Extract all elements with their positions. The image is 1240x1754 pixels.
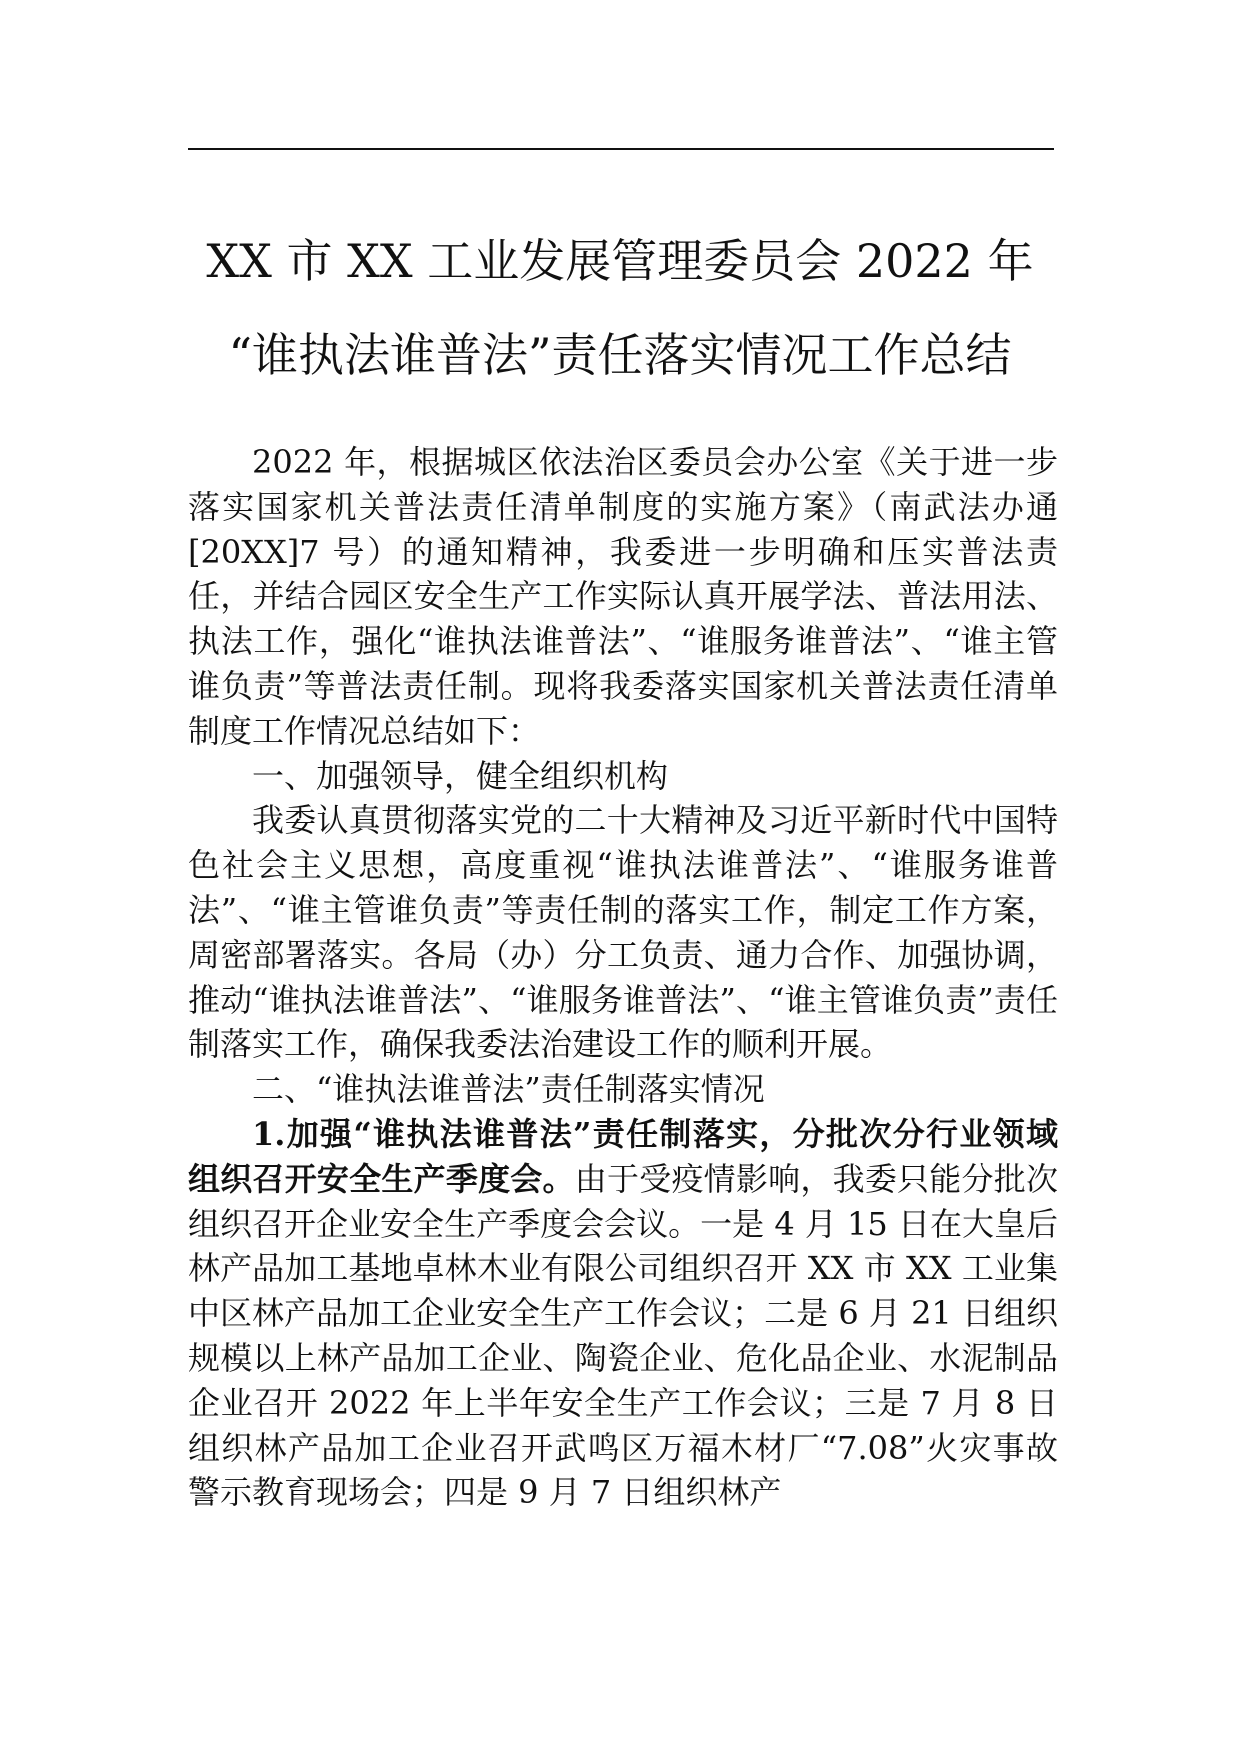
section-1-heading: 一、加强领导，健全组织机构 (252, 756, 669, 795)
item-1-lead: 1.加强“谁执法谁普法”责任制落实，分批次分行业领域组织召开安全生产季度会。 (188, 1114, 1058, 1198)
section-1-paragraph: 我委认真贯彻落实党的二十大精神及习近平新时代中国特色社会主义思想，高度重视“谁执法谁普法”、“谁服务谁普法”、“谁主管谁负责”等责任制的落实工作，制定工作方案，周密部署落实。各局（办）分工负责、通力合作、加强协调，推动“谁执法谁普法”、“谁服务谁普法”、“谁主管谁负责”责任制落实工作，确保我委法治建设工作的顺利开展。 (188, 801, 1058, 1064)
document-title-line-1: XX 市 XX 工业发展管理委员会 2022 年 (206, 234, 1034, 288)
item-1-paragraph (188, 1112, 1058, 1515)
item-1-text: 由于受疫情影响，我委只能分批次组织召开企业安全生产季度会会议。一是 4 月 15 日在大皇后林产品加工基地卓林木业有限公司组织召开 XX 市 XX 工业集中区林产品加工企业安全生产工作会议；二是 6 月 21 日组织规模以上林产品加工企业、陶瓷企业、危化品企业、水泥制品企业召开 2022 年上半年安全生产工作会议；三是 7 月 8 日组织林产品加工企业召开武鸣区万福木材厂“7.08”火灾事故警示教育现场会；四是 9 月 7 日组织林产 (188, 1159, 1058, 1512)
document-body (188, 440, 1058, 1515)
intro-paragraph: 2022 年，根据城区依法治区委员会办公室《关于进一步落实国家机关普法责任清单制度的实施方案》（南武法办通[20XX]7 号）的通知精神，我委进一步明确和压实普法责任，并结合园区安全生产工作实际认真开展学法、普法用法、执法工作，强化“谁执法谁普法”、“谁服务谁普法”、“谁主管谁负责”等普法责任制。现将我委落实国家机关普法责任清单制度工作情况总结如下： (188, 443, 1058, 750)
section-2-heading: 二、“谁执法谁普法”责任制落实情况 (252, 1070, 765, 1109)
document-title-line-2: “谁执法谁普法”责任落实情况工作总结 (228, 328, 1012, 382)
header-rule (188, 148, 1054, 150)
